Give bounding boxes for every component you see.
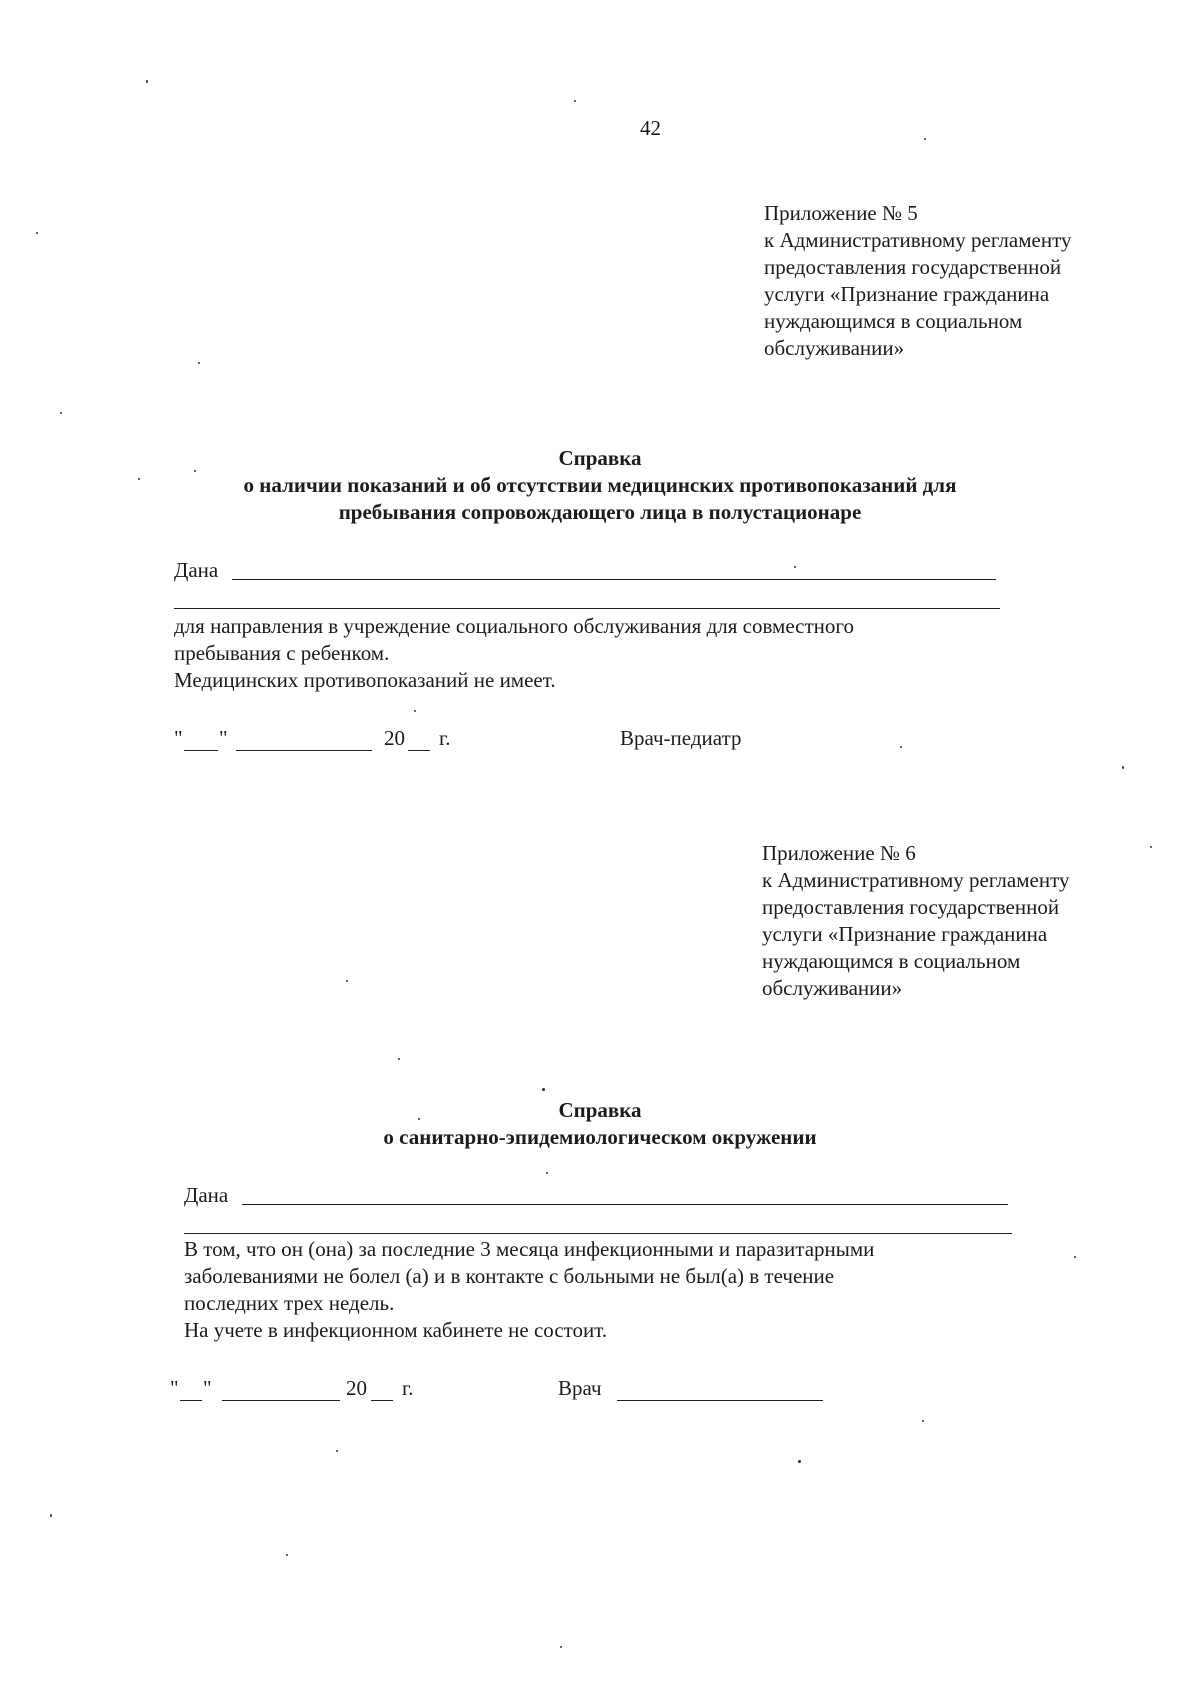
certificate-1-title: Справка — [558, 446, 642, 470]
certificate-2-date-quote-open: " — [170, 1376, 179, 1400]
scan-speck — [924, 138, 926, 140]
certificate-1-day-line[interactable] — [184, 750, 218, 751]
certificate-2-title: Справка — [558, 1098, 642, 1122]
scan-speck — [60, 412, 62, 414]
scan-speck — [194, 470, 196, 472]
scan-speck — [1122, 766, 1124, 769]
certificate-1-issued-line[interactable] — [232, 579, 996, 580]
scan-speck — [1074, 1256, 1076, 1258]
certificate-2-body-line: последних трех недель. — [184, 1291, 395, 1315]
certificate-1-body — [174, 613, 854, 694]
certificate-1-heading — [0, 445, 1200, 526]
appendix-6-line: к Административному регламенту — [762, 868, 1070, 892]
scan-speck — [36, 232, 38, 234]
appendix-6-line: предоставления государственной — [762, 895, 1060, 919]
appendix-5-line: услуги «Признание гражданина — [764, 282, 1050, 306]
scan-speck — [346, 980, 348, 982]
scan-speck — [286, 1554, 288, 1556]
appendix-5-line: Приложение № 5 — [764, 201, 918, 225]
certificate-1-month-line[interactable] — [236, 750, 372, 751]
scan-speck — [1150, 846, 1152, 848]
appendix-5-line: предоставления государственной — [764, 255, 1062, 279]
appendix-5-line: обслуживании» — [764, 336, 905, 360]
certificate-2-signature-label: Врач — [558, 1376, 602, 1400]
certificate-1-date-quote-close: " — [219, 726, 228, 750]
certificate-2-heading — [0, 1097, 1200, 1151]
scan-speck — [560, 1646, 562, 1648]
certificate-2-issued-label: Дана — [184, 1183, 229, 1207]
certificate-1-subtitle-line: пребывания сопровождающего лица в полустационаре — [338, 500, 862, 524]
certificate-1-year-line[interactable] — [408, 750, 430, 751]
certificate-2-body-line: В том, что он (она) за последние 3 месяца инфекционными и паразитарными — [184, 1237, 875, 1261]
certificate-2-date-quote-close: " — [203, 1376, 212, 1400]
certificate-2-day-line[interactable] — [180, 1400, 202, 1401]
certificate-2-year-suffix: г. — [402, 1376, 414, 1400]
appendix-6-line: Приложение № 6 — [762, 841, 916, 865]
scan-speck — [546, 1172, 548, 1174]
appendix-5-line: нуждающимся в социальном — [764, 309, 1023, 333]
certificate-2-year-prefix: 20 — [346, 1376, 367, 1400]
certificate-2-body-line: заболеваниями не болел (а) и в контакте с больными не был(а) в течение — [184, 1264, 835, 1288]
certificate-1-issued-line-2[interactable] — [174, 608, 1000, 609]
appendix-5-line: к Административному регламенту — [764, 228, 1072, 252]
certificate-1-body-line: для направления в учреждение социального обслуживания для совместного — [174, 614, 854, 638]
certificate-1-body-line: Медицинских противопоказаний не имеет. — [174, 668, 556, 692]
scan-speck — [900, 746, 902, 748]
certificate-2-issued-line[interactable] — [242, 1204, 1008, 1205]
certificate-2-year-line[interactable] — [371, 1400, 393, 1401]
scan-speck — [146, 80, 148, 83]
appendix-6-line: нуждающимся в социальном — [762, 949, 1021, 973]
certificate-2-signature-line[interactable] — [617, 1400, 823, 1401]
certificate-2-body — [184, 1236, 874, 1344]
scan-speck — [138, 478, 140, 480]
appendix-6-line: услуги «Признание гражданина — [762, 922, 1048, 946]
certificate-1-subtitle-line: о наличии показаний и об отсутствии медицинских противопоказаний для — [243, 473, 957, 497]
scan-speck — [574, 100, 576, 102]
certificate-2-month-line[interactable] — [222, 1400, 340, 1401]
certificate-2-subtitle: о санитарно-эпидемиологическом окружении — [383, 1125, 817, 1149]
scan-speck — [50, 1514, 52, 1517]
certificate-1-date-quote-open: " — [174, 726, 183, 750]
scan-speck — [542, 1088, 545, 1091]
appendix-5-header — [764, 200, 1071, 362]
scan-speck — [418, 1118, 420, 1120]
certificate-1-year-suffix: г. — [439, 726, 451, 750]
scan-speck — [794, 566, 796, 568]
certificate-2-issued-line-2[interactable] — [184, 1233, 1012, 1234]
scan-speck — [414, 710, 416, 712]
certificate-2-body-line: На учете в инфекционном кабинете не состоит. — [184, 1318, 608, 1342]
scan-speck — [198, 362, 200, 364]
certificate-1-year-prefix: 20 — [384, 726, 405, 750]
certificate-1-signature-label: Врач-педиатр — [620, 726, 742, 750]
scan-speck — [336, 1450, 338, 1452]
appendix-6-line: обслуживании» — [762, 976, 903, 1000]
appendix-6-header — [762, 840, 1069, 1002]
scan-speck — [922, 1420, 924, 1422]
page-number: 42 — [640, 116, 661, 140]
certificate-1-body-line: пребывания с ребенком. — [174, 641, 390, 665]
scan-speck — [398, 1058, 400, 1060]
scan-speck — [798, 1460, 801, 1463]
certificate-1-issued-label: Дана — [174, 558, 219, 582]
